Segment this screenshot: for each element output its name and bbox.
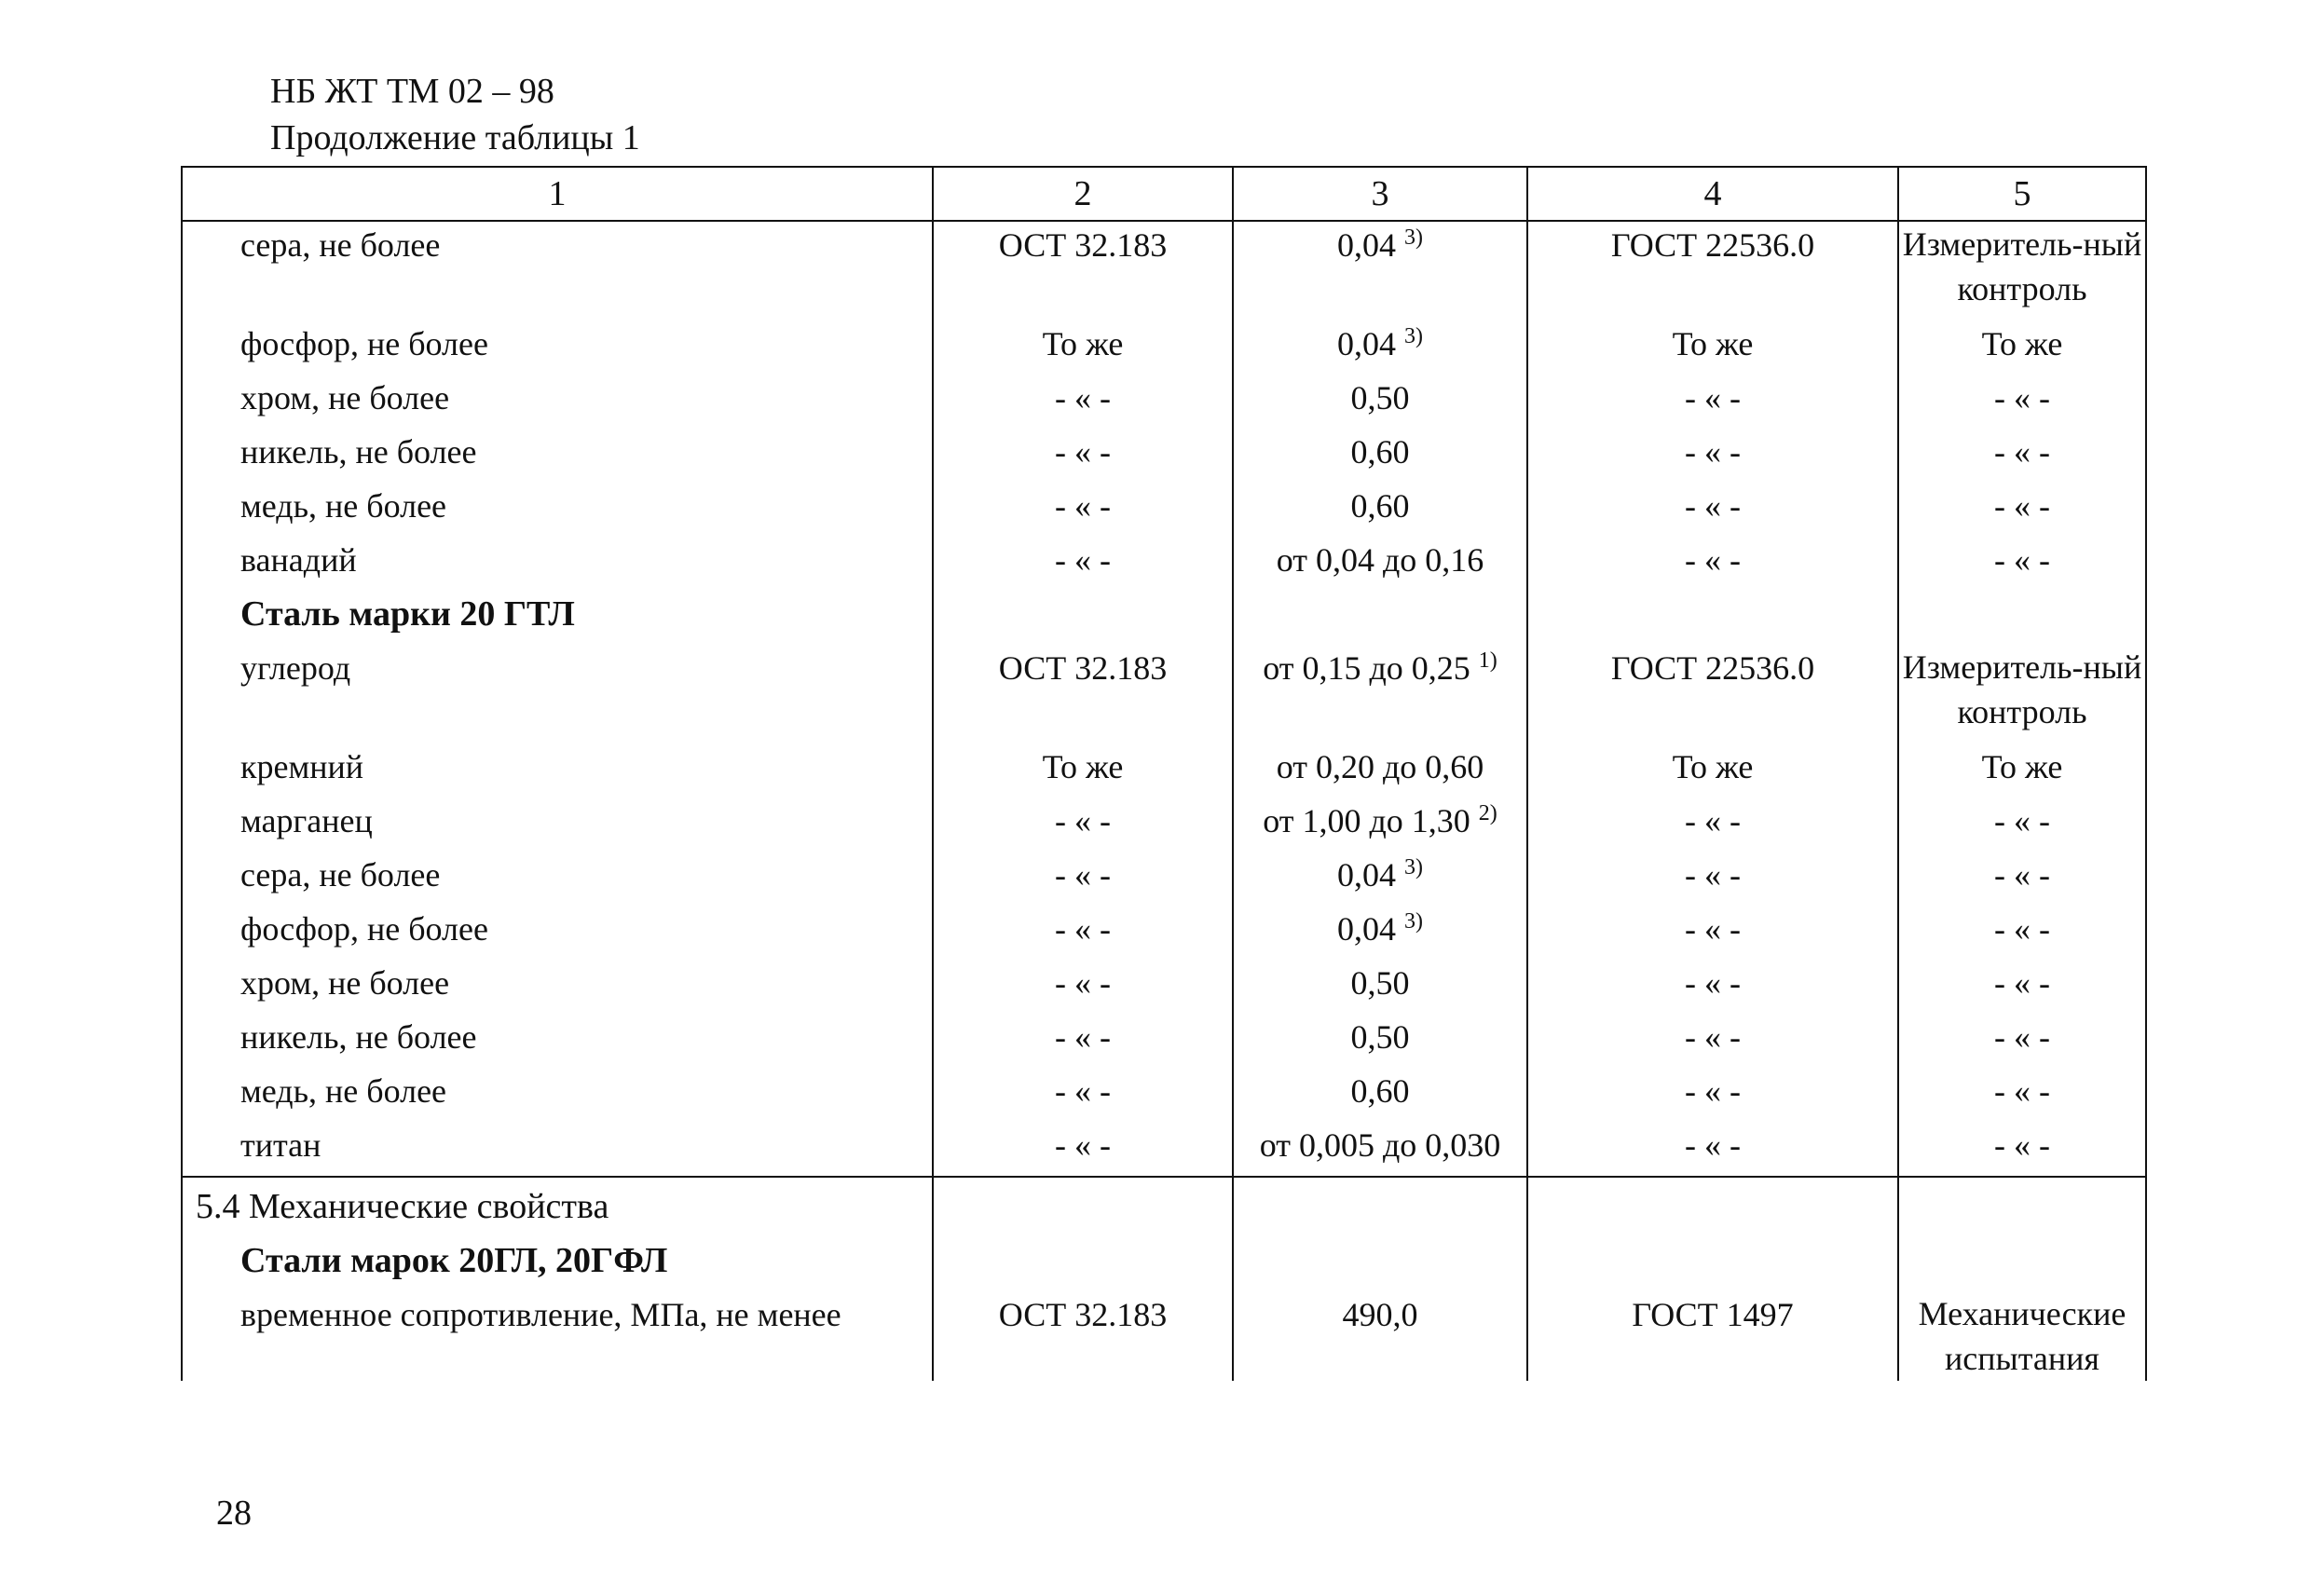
cell-value: 0,04 $^{3)}$ — [1233, 321, 1527, 375]
cell-standard: - « - — [933, 1122, 1233, 1177]
cell-control: - « - — [1898, 1068, 2146, 1122]
cell-method: - « - — [1527, 906, 1898, 960]
cell-value: 0,04 $^{3)}$ — [1233, 221, 1527, 321]
requirements-table — [181, 166, 2147, 1381]
cell-method: ГОСТ 22536.0 — [1527, 221, 1898, 321]
cell-method: ГОСТ 1497 — [1527, 1291, 1898, 1381]
cell-parameter: хром, не более — [182, 960, 933, 1014]
cell-empty — [933, 591, 1233, 645]
cell-empty — [1527, 591, 1898, 645]
cell-standard: - « - — [933, 798, 1233, 852]
document-code: НБ ЖТ ТМ 02 – 98 — [270, 72, 554, 111]
cell-value: от 0,04 до 0,16 — [1233, 537, 1527, 591]
cell-standard: - « - — [933, 906, 1233, 960]
column-header-1: 1 — [182, 167, 933, 221]
table-row — [182, 591, 2146, 645]
cell-empty — [1527, 1237, 1898, 1291]
cell-control: - « - — [1898, 483, 2146, 537]
column-header-5: 5 — [1898, 167, 2146, 221]
table-row — [182, 1291, 2146, 1381]
cell-parameter: сера, не более — [182, 221, 933, 321]
page-number: 28 — [216, 1494, 252, 1533]
cell-standard: ОСТ 32.183 — [933, 1291, 1233, 1381]
cell-control: - « - — [1898, 906, 2146, 960]
cell-parameter: кремний — [182, 743, 933, 798]
cell-standard: То же — [933, 321, 1233, 375]
cell-value: от 0,15 до 0,25 $^{1)}$ — [1233, 645, 1527, 743]
cell-control: - « - — [1898, 1122, 2146, 1177]
cell-method: - « - — [1527, 1014, 1898, 1068]
cell-standard: - « - — [933, 483, 1233, 537]
cell-control: Измеритель-ный контроль — [1898, 645, 2146, 743]
cell-empty — [1898, 1177, 2146, 1237]
cell-parameter: титан — [182, 1122, 933, 1177]
cell-control: То же — [1898, 743, 2146, 798]
cell-method: - « - — [1527, 852, 1898, 906]
table-row — [182, 1122, 2146, 1177]
cell-parameter: хром, не более — [182, 375, 933, 429]
cell-empty — [1233, 591, 1527, 645]
cell-empty — [933, 1237, 1233, 1291]
column-header-4: 4 — [1527, 167, 1898, 221]
cell-value: от 1,00 до 1,30 $^{2)}$ — [1233, 798, 1527, 852]
cell-empty — [1233, 1237, 1527, 1291]
table-row — [182, 960, 2146, 1014]
cell-value: 0,04 $^{3)}$ — [1233, 906, 1527, 960]
cell-method: То же — [1527, 321, 1898, 375]
cell-standard: - « - — [933, 429, 1233, 483]
cell-parameter: фосфор, не более — [182, 906, 933, 960]
cell-value: 0,60 — [1233, 1068, 1527, 1122]
table-row — [182, 645, 2146, 743]
cell-value: 0,04 $^{3)}$ — [1233, 852, 1527, 906]
cell-value: 0,50 — [1233, 960, 1527, 1014]
cell-control: Измеритель-ный контроль — [1898, 221, 2146, 321]
cell-standard: То же — [933, 743, 1233, 798]
cell-control: - « - — [1898, 798, 2146, 852]
column-header-2: 2 — [933, 167, 1233, 221]
cell-method: - « - — [1527, 375, 1898, 429]
cell-control: - « - — [1898, 1014, 2146, 1068]
table-row — [182, 1014, 2146, 1068]
cell-method: - « - — [1527, 1122, 1898, 1177]
cell-empty — [1233, 1177, 1527, 1237]
table-row — [182, 1177, 2146, 1237]
table-row — [182, 221, 2146, 321]
cell-method: - « - — [1527, 1068, 1898, 1122]
table-row — [182, 743, 2146, 798]
cell-value: от 0,20 до 0,60 — [1233, 743, 1527, 798]
cell-parameter: временное сопротивление, МПа, не менее — [182, 1291, 933, 1381]
table-header-row — [182, 167, 2146, 221]
table-row — [182, 429, 2146, 483]
table-row — [182, 798, 2146, 852]
cell-parameter: медь, не более — [182, 483, 933, 537]
cell-value: от 0,005 до 0,030 — [1233, 1122, 1527, 1177]
cell-parameter: никель, не более — [182, 1014, 933, 1068]
table-row — [182, 1237, 2146, 1291]
table-row — [182, 1068, 2146, 1122]
table-row — [182, 483, 2146, 537]
cell-parameter: углерод — [182, 645, 933, 743]
cell-standard: - « - — [933, 375, 1233, 429]
cell-parameter: марганец — [182, 798, 933, 852]
cell-method: - « - — [1527, 429, 1898, 483]
cell-method: - « - — [1527, 798, 1898, 852]
table-row — [182, 537, 2146, 591]
cell-method: - « - — [1527, 960, 1898, 1014]
cell-method: ГОСТ 22536.0 — [1527, 645, 1898, 743]
cell-control: - « - — [1898, 429, 2146, 483]
cell-method: То же — [1527, 743, 1898, 798]
cell-empty — [1898, 1237, 2146, 1291]
cell-empty — [933, 1177, 1233, 1237]
cell-standard: - « - — [933, 852, 1233, 906]
cell-standard: - « - — [933, 1014, 1233, 1068]
cell-standard: ОСТ 32.183 — [933, 221, 1233, 321]
cell-control: Механические испытания — [1898, 1291, 2146, 1381]
cell-standard: - « - — [933, 1068, 1233, 1122]
cell-value: 0,60 — [1233, 483, 1527, 537]
cell-standard: - « - — [933, 960, 1233, 1014]
cell-parameter: ванадий — [182, 537, 933, 591]
table-row — [182, 375, 2146, 429]
table-row — [182, 852, 2146, 906]
cell-parameter: сера, не более — [182, 852, 933, 906]
cell-empty — [1527, 1177, 1898, 1237]
cell-empty — [1898, 591, 2146, 645]
cell-steel-grade-heading: Стали марок 20ГЛ, 20ГФЛ — [182, 1237, 933, 1291]
cell-parameter: медь, не более — [182, 1068, 933, 1122]
cell-control: - « - — [1898, 852, 2146, 906]
cell-steel-grade-heading: Сталь марки 20 ГТЛ — [182, 591, 933, 645]
table-continuation-caption: Продолжение таблицы 1 — [270, 118, 640, 157]
cell-value: 490,0 — [1233, 1291, 1527, 1381]
cell-parameter: никель, не более — [182, 429, 933, 483]
cell-control: - « - — [1898, 537, 2146, 591]
cell-value: 0,60 — [1233, 429, 1527, 483]
cell-method: - « - — [1527, 537, 1898, 591]
column-header-3: 3 — [1233, 167, 1527, 221]
cell-control: То же — [1898, 321, 2146, 375]
table-row — [182, 321, 2146, 375]
table-row — [182, 906, 2146, 960]
cell-parameter: фосфор, не более — [182, 321, 933, 375]
cell-value: 0,50 — [1233, 1014, 1527, 1068]
cell-standard: ОСТ 32.183 — [933, 645, 1233, 743]
cell-value: 0,50 — [1233, 375, 1527, 429]
cell-section-heading: 5.4 Механические свойства — [182, 1177, 933, 1237]
cell-method: - « - — [1527, 483, 1898, 537]
cell-control: - « - — [1898, 960, 2146, 1014]
cell-standard: - « - — [933, 537, 1233, 591]
cell-control: - « - — [1898, 375, 2146, 429]
